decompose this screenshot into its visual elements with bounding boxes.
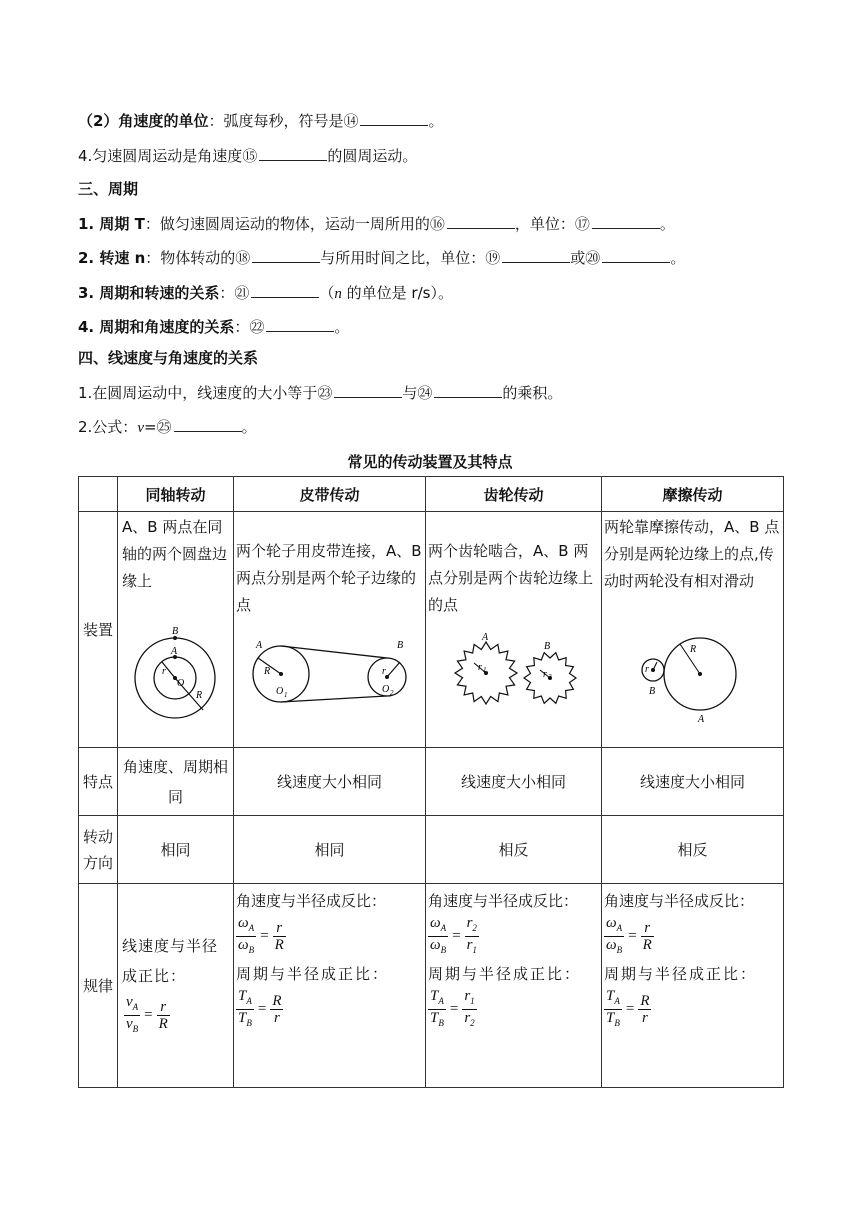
rule-belt-direct: 周期与半径成正比： [236, 965, 390, 983]
gear-desc: 两个齿轮啮合，A、B 两点分别是两个齿轮边缘上的点 [428, 542, 594, 614]
feature-belt: 线速度大小相同 [234, 748, 426, 816]
label-A: A [698, 714, 705, 725]
friction-desc: 两轮靠摩擦传动，A、B 点分别是两轮边缘上的点,传动时两轮没有相对滑动 [604, 518, 780, 590]
label-A: A [171, 646, 178, 657]
coaxial-diagram [118, 624, 232, 724]
text-line-relation: 1.在圆周运动中，线速度的大小等于㉓ 与㉔ 的乘积。 [78, 381, 562, 404]
cell-device-belt [234, 512, 426, 748]
text-line-formula: 2.公式：v=㉕ 。 [78, 415, 257, 439]
rule-belt-inverse: 角速度与半径成反比： [236, 892, 387, 910]
label-sub-2: 2 [390, 689, 394, 697]
header-friction: 摩擦传动 [602, 477, 784, 512]
rule-gear-direct: 周期与半径成正比： [428, 965, 582, 983]
row-label-feature: 特点 [79, 748, 118, 816]
label-r: r [645, 664, 649, 675]
belt-diagram [234, 632, 424, 722]
rule-friction [602, 884, 784, 1088]
label-O2: O [382, 684, 390, 695]
formula-friction-period: $\frac{T_A}{T_B}$ = $\frac{R}{r}$ [606, 987, 650, 1028]
cell-device-gear [426, 512, 602, 748]
header-belt: 皮带传动 [234, 477, 426, 512]
label-sub-1: 1 [284, 691, 288, 699]
formula-gear-omega: $\frac{\omega_A}{\omega_B}$ = $\frac{r_2}{r_1}$ [430, 914, 477, 955]
rule-belt [234, 884, 426, 1088]
row-label-device: 装置 [79, 512, 118, 748]
label-O1: O [276, 686, 284, 697]
table-caption: 常见的传动装置及其特点 [347, 453, 513, 471]
label-A: A [256, 640, 263, 651]
direction-belt: 相同 [234, 816, 426, 884]
rule-friction-direct: 周期与半径成正比： [604, 965, 758, 983]
feature-friction: 线速度大小相同 [602, 748, 784, 816]
formula-belt-period: $\frac{T_A}{T_B}$ = $\frac{R}{r}$ [238, 987, 282, 1028]
header-empty [79, 477, 118, 512]
table-row-rule [79, 884, 784, 1088]
text-line-speed-def: 2. 转速 n：物体转动的⑱ 与所用时间之比，单位：⑲ 或⑳ 。 [78, 246, 685, 269]
label-B: B [397, 640, 404, 651]
label-B: B [544, 641, 551, 652]
rule-coaxial [118, 884, 234, 1088]
belt-desc: 两个轮子用皮带连接，A、B 两点分别是两个轮子边缘的点 [236, 542, 422, 614]
formula-friction-omega: $\frac{\omega_A}{\omega_B}$ = $\frac{r}{R}$ [606, 914, 652, 955]
label-sub-2: 2 [548, 673, 552, 681]
label-R: R [196, 690, 203, 701]
cell-device-coaxial [118, 512, 234, 748]
direction-coaxial: 相同 [118, 816, 234, 884]
label-A: A [482, 632, 489, 643]
label-R: R [690, 644, 697, 655]
feature-gear: 线速度大小相同 [426, 748, 602, 816]
label-B: B [172, 626, 179, 637]
text-line-2: 4.匀速圆周运动是角速度⑮ 的圆周运动。 [78, 144, 417, 167]
text-line-period-def: 1. 周期 T：做匀速圆周运动的物体，运动一周所用的⑯ ，单位：⑰ 。 [78, 212, 675, 235]
transmission-table [78, 476, 784, 1088]
text-line-period-speed: 3. 周期和转速的关系：㉑ （n 的单位是 r/s）。 [78, 281, 453, 305]
label-O: O [177, 678, 185, 689]
table-header-row [79, 477, 784, 512]
rule-friction-inverse: 角速度与半径成反比： [604, 892, 755, 910]
rule-gear [426, 884, 602, 1088]
cell-device-friction [602, 512, 784, 748]
text-line-period-angular: 4. 周期和角速度的关系：㉒ 。 [78, 315, 349, 338]
rule-gear-inverse: 角速度与半径成反比： [428, 892, 579, 910]
label-r1: r [478, 662, 482, 673]
direction-gear: 相反 [426, 816, 602, 884]
feature-coaxial: 角速度、周期相同 [118, 748, 234, 816]
text-line-1: （2）角速度的单位：弧度每秒，符号是⑭ 。 [78, 109, 443, 132]
formula-gear-period: $\frac{T_A}{T_B}$ = $\frac{r_1}{r_2}$ [430, 987, 475, 1028]
label-sub-1: 1 [483, 666, 487, 674]
formula-belt-omega: $\frac{\omega_A}{\omega_B}$ = $\frac{r}{R}$ [238, 914, 284, 955]
formula-coaxial: $\frac{v_A}{v_B}$ = $\frac{r}{R}$ [126, 994, 168, 1034]
header-gear: 齿轮传动 [426, 477, 602, 512]
section-heading-relation: 四、线速度与角速度的关系 [78, 349, 259, 367]
label-R: R [264, 666, 271, 677]
table-row-direction [79, 816, 784, 884]
label-B: B [649, 686, 656, 697]
label-r: r [382, 666, 386, 677]
coaxial-desc: A、B 两点在同轴的两个圆盘边缘上 [122, 518, 228, 590]
section-heading-period: 三、周期 [78, 180, 139, 198]
gear-diagram [426, 632, 600, 722]
row-label-rule: 规律 [79, 884, 118, 1088]
rule-coaxial-text: 线速度与半径成正比： [122, 936, 219, 985]
table-row-device [79, 512, 784, 748]
row-label-direction: 转动方向 [79, 816, 118, 884]
label-r: r [162, 666, 166, 677]
table-row-feature [79, 748, 784, 816]
label-r2: r [543, 669, 547, 680]
direction-friction: 相反 [602, 816, 784, 884]
header-coaxial: 同轴转动 [118, 477, 234, 512]
friction-diagram [602, 626, 782, 738]
